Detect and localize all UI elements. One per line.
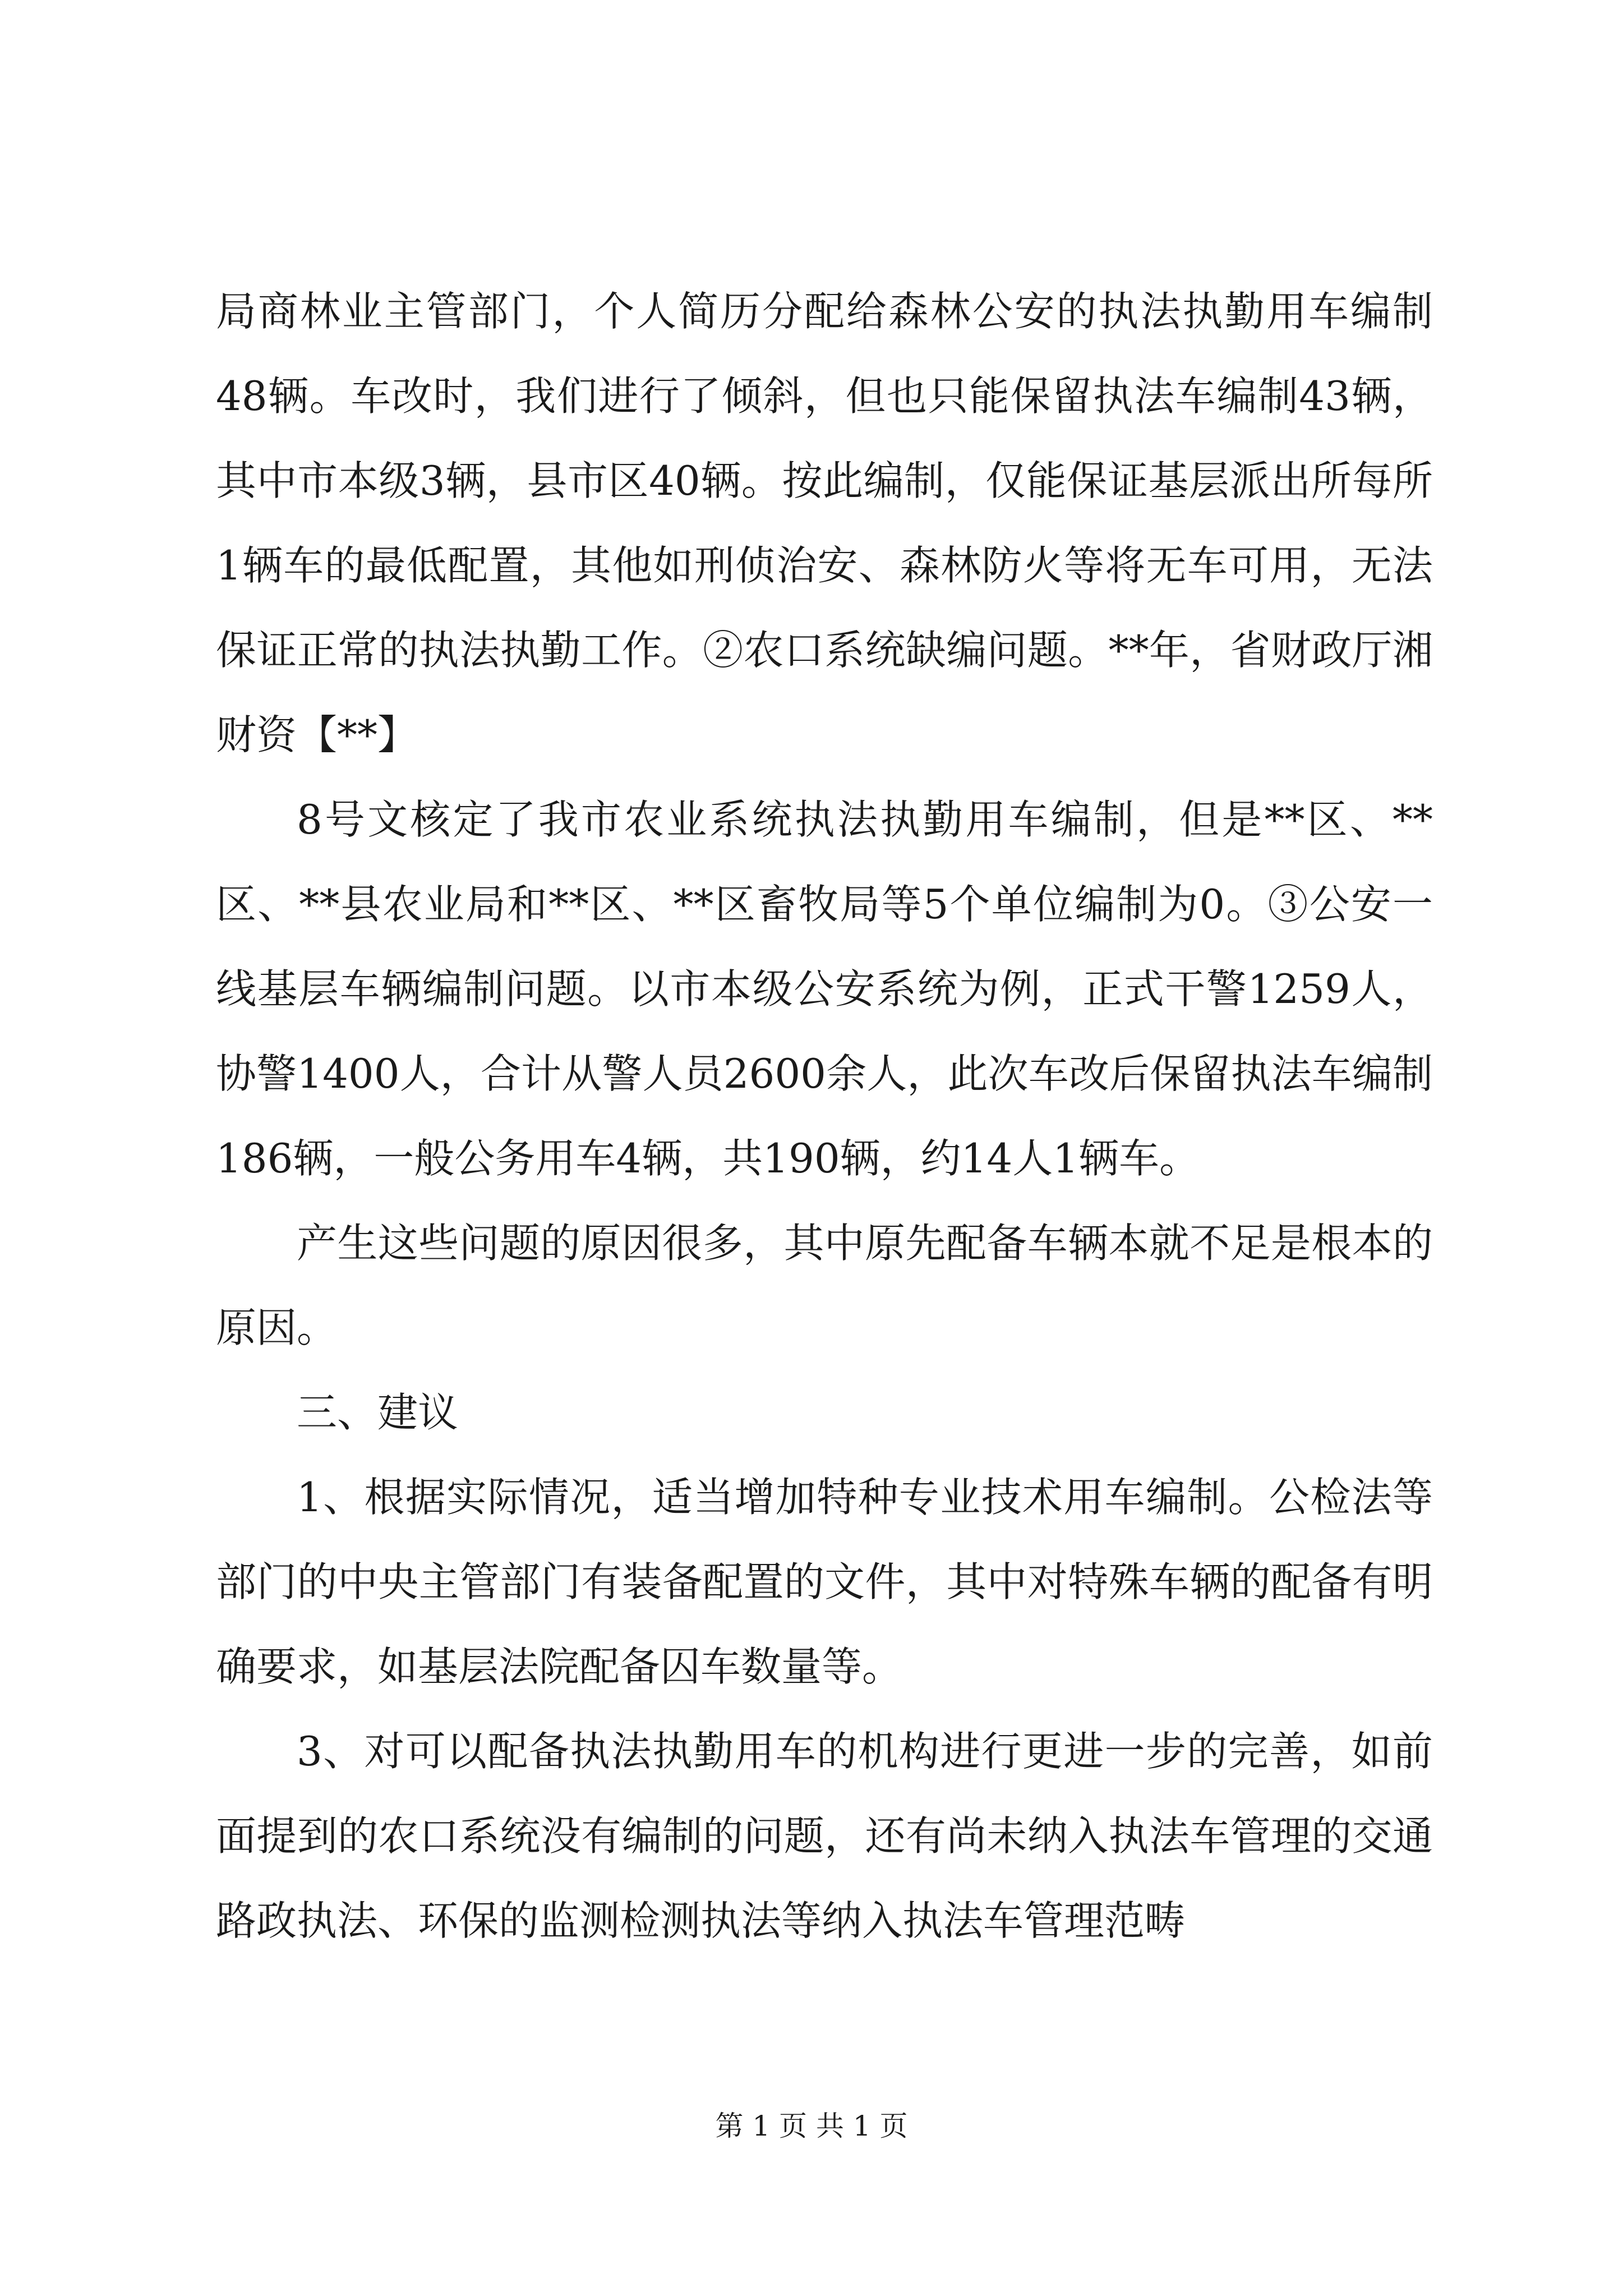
paragraph-2: 8号文核定了我市农业系统执法执勤用车编制，但是**区、**区、**县农业局和**区、**区畜牧局等5个单位编制为0。③公安一线基层车辆编制问题。以市本级公安系统为例，正式干警1259人，协警1400人，合计从警人员2600余人，此次车改后保留执法车编制186辆，一般公务用车4辆，共190辆，约14人1辆车。 <box>216 796 1433 1182</box>
page-footer: 第 1 页 共 1 页 <box>715 2110 908 2142</box>
paragraph-1: 局商林业主管部门，个人简历分配给森林公安的执法执勤用车编制48辆。车改时，我们进行了倾斜，但也只能保留执法车编制43辆，其中市本级3辆，县市区40辆。按此编制，仅能保证基层派出所每所1辆车的最低配置，其他如刑侦治安、森林防火等将无车可用，无法保证正常的执法执勤工作。②农口系统缺编问题。**年，省财政厅湘财资【**】 <box>216 288 1433 758</box>
paragraph-suggestion-3: 3、对可以配备执法执勤用车的机构进行更进一步的完善，如前面提到的农口系统没有编制的问题，还有尚未纳入执法车管理的交通路政执法、环保的监测检测执法等纳入执法车管理范畴 <box>216 1728 1433 1944</box>
paragraph-suggestion-1: 1、根据实际情况，适当增加特种专业技术用车编制。公检法等部门的中央主管部门有装备配置的文件，其中对特殊车辆的配备有明确要求，如基层法院配备囚车数量等。 <box>216 1474 1433 1690</box>
section-heading-suggestions: 三、建议 <box>297 1389 459 1436</box>
paragraph-3: 产生这些问题的原因很多，其中原先配备车辆本就不足是根本的原因。 <box>216 1220 1433 1351</box>
document-body <box>216 269 1433 1963</box>
